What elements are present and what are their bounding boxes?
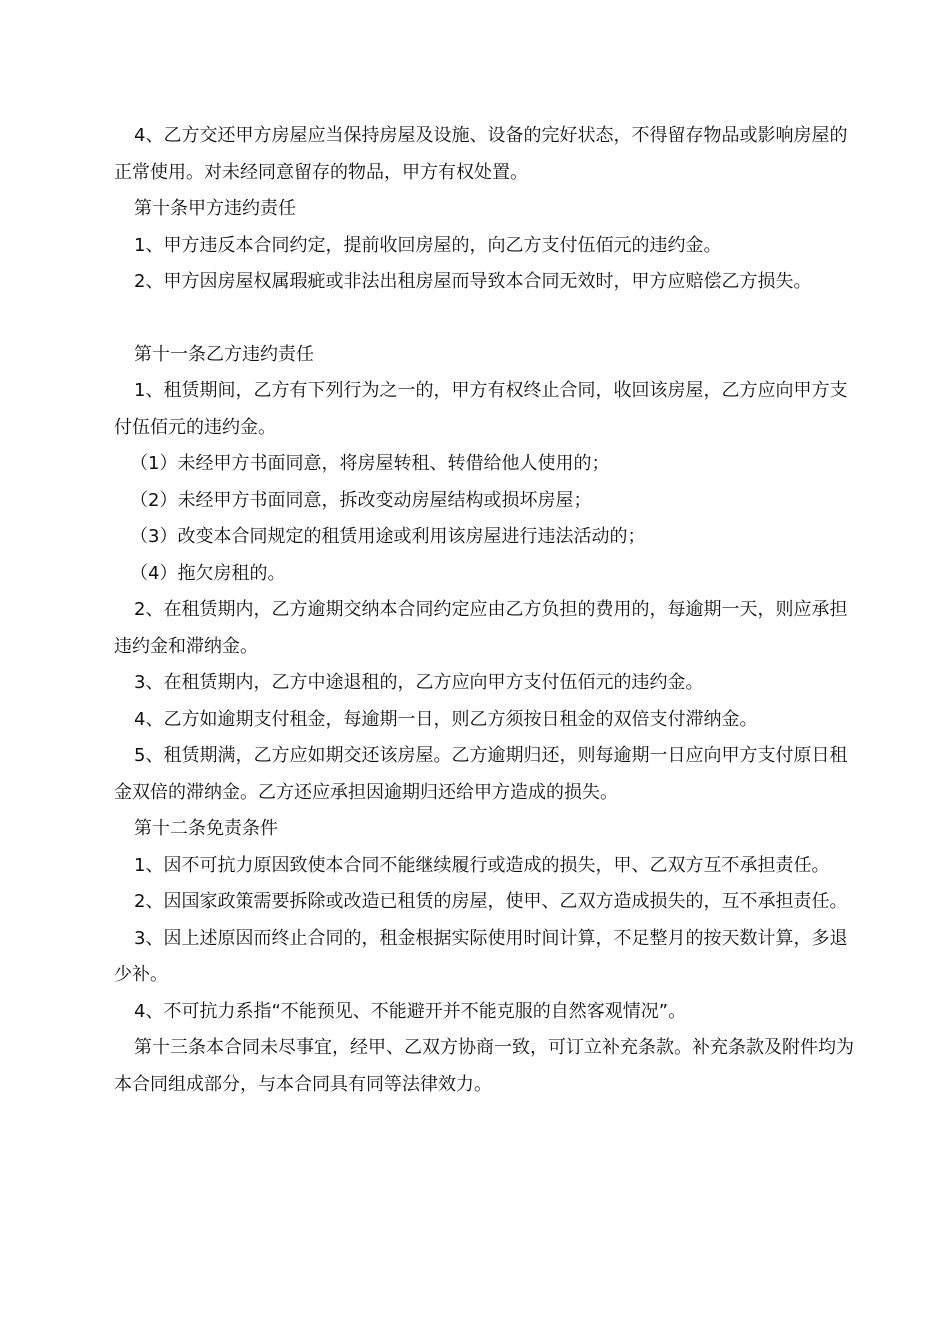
article-11-item-2: 2、在租赁期内，乙方逾期交纳本合同约定应由乙方负担的费用的，每逾期一天，则应承担违约金和滞纳金。 (114, 599, 848, 657)
article-11-item-1: 1、租赁期间，乙方有下列行为之一的，甲方有权终止合同，收回该房屋，乙方应向甲方支付伍佰元的违约金。 (114, 380, 848, 438)
article-10-heading: 第十条甲方违约责任 (134, 198, 296, 219)
article-10-item-2: 2、甲方因房屋权属瑕疵或非法出租房屋而导致本合同无效时，甲方应赔偿乙方损失。 (134, 271, 812, 292)
article-11-item-5: 5、租赁期满，乙方应如期交还该房屋。乙方逾期归还，则每逾期一日应向甲方支付原日租金双倍的滞纳金。乙方还应承担因逾期归还给甲方造成的损失。 (114, 745, 848, 803)
article-10-item-1: 1、甲方违反本合同约定，提前收回房屋的，向乙方支付伍佰元的违约金。 (134, 234, 722, 256)
article-12-item-1: 1、因不可抗力原因致使本合同不能继续履行或造成的损失，甲、乙双方互不承担责任。 (134, 854, 830, 876)
article-11-subitem-3: （3）改变本合同规定的租赁用途或利用该房屋进行违法活动的； (130, 526, 646, 547)
article-11-item-4: 4、乙方如逾期支付租金，每逾期一日，则乙方须按日租金的双倍支付滞纳金。 (134, 708, 758, 730)
article-12-item-3: 3、因上述原因而终止合同的，租金根据实际使用时间计算，不足整月的按天数计算，多退少补。 (114, 927, 848, 985)
article-11-heading: 第十一条乙方违约责任 (134, 343, 314, 365)
article-11-item-3: 3、在租赁期内，乙方中途退租的，乙方应向甲方支付伍佰元的违约金。 (134, 672, 704, 693)
paragraph-gap (114, 301, 854, 337)
article-13-paragraph: 第十三条本合同未尽事宜，经甲、乙双方协商一致，可订立补充条款。补充条款及附件均为本合同组成部分，与本合同具有同等法律效力。 (114, 1037, 854, 1095)
article-12-heading: 第十二条免责条件 (134, 818, 278, 839)
article-12-item-2: 2、因国家政策需要拆除或改造已租赁的房屋，使甲、乙双方造成损失的，互不承担责任。 (134, 891, 848, 912)
document-body (114, 118, 854, 1103)
article-12-item-4: 4、不可抗力系指“不能预见、不能避开并不能克服的自然客观情况”。 (134, 1000, 687, 1022)
article-11-subitem-4: （4）拖欠房租的。 (130, 562, 286, 584)
article-11-subitem-2: （2）未经甲方书面同意，拆改变动房屋结构或损坏房屋； (130, 489, 592, 511)
clause-9-item-4: 4、乙方交还甲方房屋应当保持房屋及设施、设备的完好状态，不得留存物品或影响房屋的正常使用。对未经同意留存的物品，甲方有权处置。 (114, 125, 848, 183)
article-11-subitem-1: （1）未经甲方书面同意，将房屋转租、转借给他人使用的； (130, 453, 610, 474)
